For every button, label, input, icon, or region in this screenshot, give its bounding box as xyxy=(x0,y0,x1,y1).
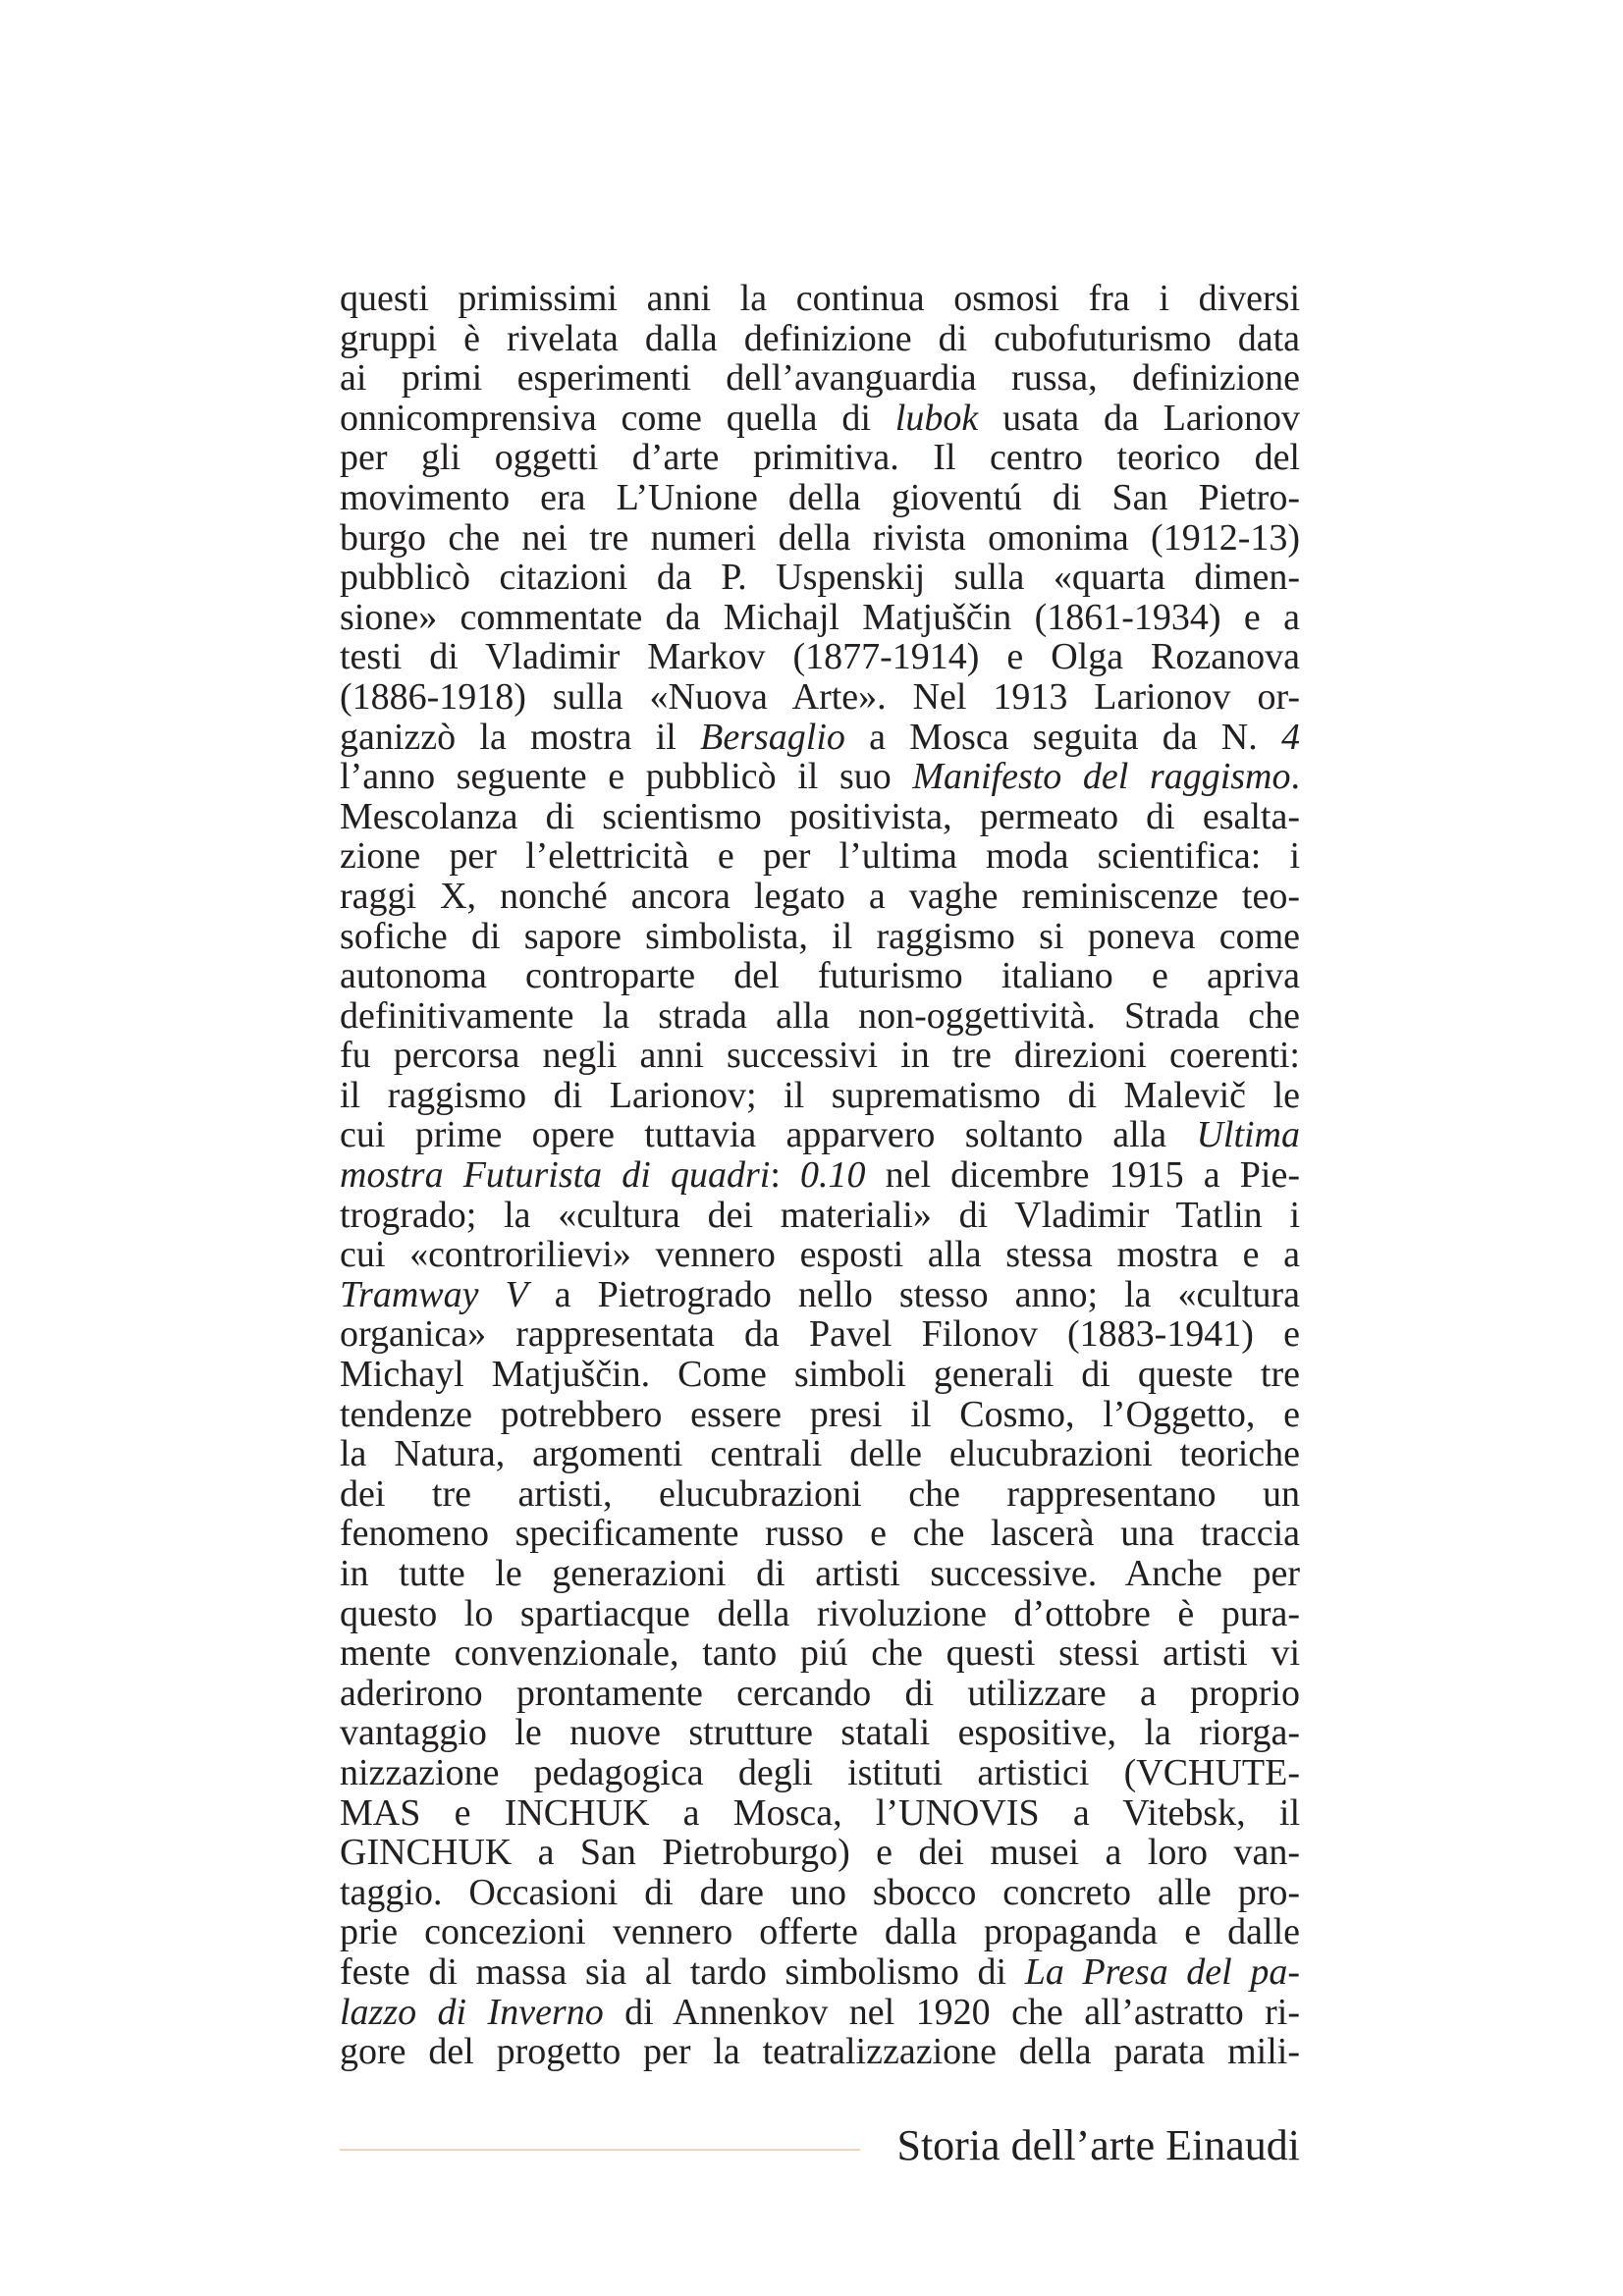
text-line xyxy=(340,1912,1300,1952)
text-line xyxy=(340,1275,1300,1315)
text-run: di Annenkov nel 1920 che all’astratto ri- xyxy=(603,1991,1300,2033)
text-line xyxy=(340,1036,1300,1076)
text-run: taggio. Occasioni di dare uno sbocco concreto alle pro- xyxy=(340,1871,1300,1913)
text-line xyxy=(340,1594,1300,1634)
text-line xyxy=(340,1873,1300,1913)
text-run: ganizzò la mostra il xyxy=(340,716,701,758)
text-line xyxy=(340,399,1300,439)
text-run: fu percorsa negli anni successivi in tre direzioni coerenti: xyxy=(340,1035,1300,1077)
text-run: gruppi è rivelata dalla definizione di cubofuturismo data xyxy=(340,317,1300,359)
text-line xyxy=(340,1833,1300,1873)
text-line xyxy=(340,1793,1300,1834)
text-run: gore del progetto per la teatralizzazione della parata mili- xyxy=(340,2031,1300,2073)
text-run: l’anno seguente e pubblicò il suo xyxy=(340,756,913,798)
text-run: (1886-1918) sulla «Nuova Arte». Nel 1913 Larionov or- xyxy=(340,675,1300,718)
text-run: trogrado; la «cultura dei materiali» di Vladimir Tatlin i xyxy=(340,1194,1300,1236)
text-run: autonoma controparte del futurismo italiano e apriva xyxy=(340,955,1300,997)
text-run: GINCHUK a San Pietroburgo) e dei musei a loro van- xyxy=(340,1832,1300,1874)
text-line xyxy=(340,478,1300,518)
italic-text: Manifesto del raggismo xyxy=(912,756,1291,798)
text-line xyxy=(340,358,1300,399)
body-text xyxy=(340,279,1300,2072)
text-run: burgo che nei tre numeri della rivista omonima (1912-13) xyxy=(340,516,1300,559)
italic-text: Tramway V xyxy=(340,1273,528,1315)
text-line xyxy=(340,677,1300,718)
text-line xyxy=(340,319,1300,359)
text-run: fenomeno specificamente russo e che lascerà una traccia xyxy=(340,1513,1300,1555)
text-run: organica» rappresentata da Pavel Filonov (1883-1941) e xyxy=(340,1313,1300,1356)
text-line xyxy=(340,1674,1300,1714)
text-line xyxy=(340,279,1300,319)
text-run: tendenze potrebbero essere presi il Cosmo, l’Oggetto, e xyxy=(340,1393,1300,1435)
text-line xyxy=(340,917,1300,957)
text-run: : xyxy=(770,1154,800,1197)
text-line xyxy=(340,558,1300,598)
text-line xyxy=(340,996,1300,1037)
text-line xyxy=(340,1115,1300,1155)
text-line xyxy=(340,718,1300,758)
text-run: pubblicò citazioni da P. Uspenskij sulla «quarta dimen- xyxy=(340,557,1300,599)
text-run: raggi X, nonché ancora legato a vaghe reminiscenze teo- xyxy=(340,875,1300,917)
italic-text: Bersaglio xyxy=(700,716,845,758)
text-run: vantaggio le nuove strutture statali espositive, la riorga- xyxy=(340,1712,1300,1754)
text-run: cui «controrilievi» vennero esposti alla stessa mostra e a xyxy=(340,1234,1300,1276)
text-run: per gli oggetti d’arte primitiva. Il centro teorico del xyxy=(340,437,1300,479)
text-line xyxy=(340,1514,1300,1554)
italic-text: La Presa del pa- xyxy=(1024,1950,1300,1993)
text-run: definitivamente la strada alla non-oggettività. Strada che xyxy=(340,994,1300,1037)
text-line xyxy=(340,1713,1300,1753)
italic-text: lazzo di Inverno xyxy=(340,1991,604,2033)
text-run: mente convenzionale, tanto piú che questi stessi artisti vi xyxy=(340,1632,1300,1675)
text-line xyxy=(340,1434,1300,1474)
text-line xyxy=(340,1395,1300,1435)
text-run: questo lo spartiacque della rivoluzione d’ottobre è pura- xyxy=(340,1592,1300,1634)
text-line xyxy=(340,1633,1300,1674)
text-line xyxy=(340,1952,1300,1993)
text-run: nel dicembre 1915 a Pie- xyxy=(865,1154,1300,1197)
text-run: nizzazione pedagogica degli istituti artistici (VCHUTE- xyxy=(340,1751,1300,1793)
footer-series-title: Storia dell’arte Einaudi xyxy=(896,2121,1300,2169)
text-run: MAS e INCHUK a Mosca, l’UNOVIS a Vitebsk, il xyxy=(340,1791,1300,1834)
text-run: a Pietrogrado nello stesso anno; la «cultura xyxy=(527,1273,1300,1315)
text-line xyxy=(340,956,1300,996)
text-line xyxy=(340,836,1300,877)
text-line xyxy=(340,797,1300,837)
text-line xyxy=(340,518,1300,559)
text-line xyxy=(340,877,1300,917)
text-run: . xyxy=(1290,756,1300,798)
text-run: questi primissimi anni la continua osmosi fra i diversi xyxy=(340,278,1300,319)
text-line xyxy=(340,1076,1300,1116)
text-line xyxy=(340,1196,1300,1236)
italic-text: mostra Futurista di quadri xyxy=(340,1154,771,1197)
text-run: la Natura, argomenti centrali delle elucubrazioni teoriche xyxy=(340,1433,1300,1475)
text-line xyxy=(340,598,1300,638)
text-run: onnicomprensiva come quella di xyxy=(340,397,895,439)
text-run: sione» commentate da Michajl Matjuščin (1861-1934) e a xyxy=(340,596,1300,638)
italic-text: 4 xyxy=(1281,716,1300,758)
italic-text: Ultima xyxy=(1196,1114,1300,1156)
italic-text: 0.10 xyxy=(800,1154,866,1197)
text-line xyxy=(340,1753,1300,1793)
text-run: sofiche di sapore simbolista, il raggismo si poneva come xyxy=(340,915,1300,957)
text-run: ai primi esperimenti dell’avanguardia russa, definizione xyxy=(340,357,1300,400)
footer-rule xyxy=(340,2149,860,2151)
text-run: testi di Vladimir Markov (1877-1914) e Olga Rozanova xyxy=(340,636,1300,678)
text-run: Mescolanza di scientismo positivista, permeato di esalta- xyxy=(340,795,1300,837)
text-run: usata da Larionov xyxy=(978,397,1300,439)
text-line xyxy=(340,1474,1300,1515)
text-run: aderirono prontamente cercando di utilizzare a proprio xyxy=(340,1672,1300,1714)
text-run: prie concezioni vennero offerte dalla propaganda e dalle xyxy=(340,1911,1300,1953)
text-run: feste di massa sia al tardo simbolismo di xyxy=(340,1950,1025,1993)
text-line xyxy=(340,1993,1300,2033)
text-line xyxy=(340,1235,1300,1275)
text-run: zione per l’elettricità e per l’ultima moda scientifica: i xyxy=(340,835,1300,878)
text-run: cui prime opere tuttavia apparvero soltanto alla xyxy=(340,1114,1197,1156)
text-line xyxy=(340,1355,1300,1395)
text-run: movimento era L’Unione della gioventú di San Pietro- xyxy=(340,476,1300,518)
text-run: dei tre artisti, elucubrazioni che rappresentano un xyxy=(340,1472,1300,1515)
text-line xyxy=(340,1314,1300,1355)
text-run: a Mosca seguita da N. xyxy=(844,716,1281,758)
text-line xyxy=(340,438,1300,478)
italic-text: lubok xyxy=(894,397,979,439)
text-line xyxy=(340,1554,1300,1594)
text-line xyxy=(340,1155,1300,1196)
text-run: il raggismo di Larionov; il suprematismo di Malevič le xyxy=(340,1074,1300,1116)
text-run: in tutte le generazioni di artisti successive. Anche per xyxy=(340,1553,1300,1594)
text-run: Michayl Matjuščin. Come simboli generali di queste tre xyxy=(340,1354,1300,1396)
text-line xyxy=(340,2032,1300,2072)
text-line xyxy=(340,637,1300,677)
text-line xyxy=(340,757,1300,797)
